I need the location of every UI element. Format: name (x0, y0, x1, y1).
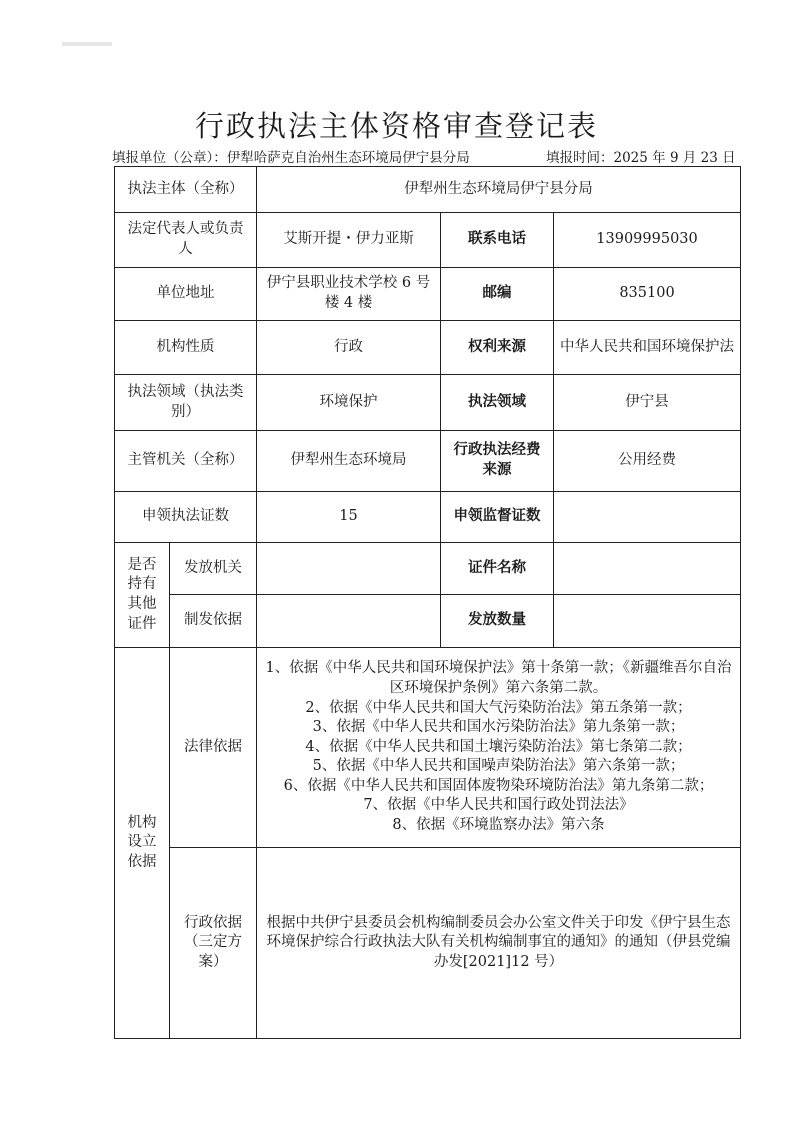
nature-value: 行政 (257, 321, 441, 375)
issuer-label: 发放机关 (170, 543, 257, 595)
header-line (112, 146, 752, 166)
power-source-label: 权利来源 (441, 321, 554, 375)
list-item: 1、依据《中华人民共和国环境保护法》第十条第一款；《新疆维吾尔自治区环境保护条例》第六条第二款。 (265, 660, 732, 697)
phone-value: 13909995030 (554, 213, 741, 268)
cert-name-label: 证件名称 (441, 543, 554, 595)
funding-label: 行政执法经费来源 (441, 431, 554, 492)
cert-count-label: 申领执法证数 (115, 492, 257, 543)
table-row (115, 431, 741, 492)
address-value: 伊宁县职业技术学校 6 号楼 4 楼 (257, 268, 441, 321)
date-group (546, 146, 736, 166)
table-row (115, 492, 741, 543)
rep-value: 艾斯开提・伊力亚斯 (257, 213, 441, 268)
subject-label: 执法主体（全称） (115, 167, 257, 213)
supervise-count-label: 申领监督证数 (441, 492, 554, 543)
admin-basis-label: 行政依据（三定方案） (170, 848, 257, 1039)
address-label: 单位地址 (115, 268, 257, 321)
table-row (115, 648, 741, 848)
table-row (115, 213, 741, 268)
table-row (115, 268, 741, 321)
list-item: 7、依据《中华人民共和国行政处罚法法》 (363, 797, 634, 814)
law-basis-label: 法律依据 (170, 648, 257, 848)
postcode-label: 邮编 (441, 268, 554, 321)
cert-name-value (554, 543, 741, 595)
table-row (115, 375, 741, 431)
issue-qty-value (554, 595, 741, 648)
power-source-value: 中华人民共和国环境保护法 (554, 321, 741, 375)
basis-label: 机构设立依据 (115, 648, 170, 1039)
table-row (115, 167, 741, 213)
admin-basis-value: 根据中共伊宁县委员会机构编制委员会办公室文件关于印发《伊宁县生态环境保护综合行政执法大队有关机构编制事宜的通知》的通知（伊县党编办发[2021]12 号） (257, 848, 741, 1039)
other-cert-label: 是否持有其他证件 (115, 543, 170, 648)
issuer-value (257, 543, 441, 595)
list-item: 3、依据《中华人民共和国水污染防治法》第九条第一款； (312, 719, 685, 736)
rep-label: 法定代表人或负责人 (115, 213, 257, 268)
field-value: 环境保护 (257, 375, 441, 431)
page-title: 行政执法主体资格审查登记表 (194, 109, 598, 143)
list-item: 5、依据《中华人民共和国噪声染防治法》第六条第一款； (312, 758, 685, 775)
cert-count-value: 15 (257, 492, 441, 543)
table-row (115, 595, 741, 648)
list-item: 2、依据《中华人民共和国大气污染防治法》第五条第一款； (305, 699, 692, 716)
funding-value: 公用经费 (554, 431, 741, 492)
supervise-count-value (554, 492, 741, 543)
list-item: 4、依据《中华人民共和国土壤污染防治法》第七条第二款； (305, 738, 692, 755)
table-row (115, 543, 741, 595)
date-label: 填报时间： (546, 150, 614, 166)
region-label: 执法领域 (441, 375, 554, 431)
registration-table (114, 166, 741, 1039)
authority-label: 主管机关（全称） (115, 431, 257, 492)
issue-basis-label: 制发依据 (170, 595, 257, 648)
issue-qty-label: 发放数量 (441, 595, 554, 648)
list-item: 6、依据《中华人民共和国固体废物染环境防治法》第九条第二款； (283, 777, 714, 794)
authority-value: 伊犁州生态环境局 (257, 431, 441, 492)
law-list (257, 648, 741, 848)
nature-label: 机构性质 (115, 321, 257, 375)
date-value: 2025 年 9 月 23 日 (613, 150, 736, 166)
issue-basis-value (257, 595, 441, 648)
table-row (115, 848, 741, 1039)
list-item: 8、依据《环境监察办法》第六条 (392, 816, 605, 833)
unit-value: 伊犁哈萨克自治州生态环境局伊宁县分局 (226, 150, 470, 166)
field-label: 执法领域（执法类别） (115, 375, 257, 431)
unit-label: 填报单位（公章）： (112, 150, 227, 166)
table-row (115, 321, 741, 375)
subject-value: 伊犁州生态环境局伊宁县分局 (257, 167, 741, 213)
scan-speck (62, 42, 112, 46)
region-value: 伊宁县 (554, 375, 741, 431)
phone-label: 联系电话 (441, 213, 554, 268)
postcode-value: 835100 (554, 268, 741, 321)
